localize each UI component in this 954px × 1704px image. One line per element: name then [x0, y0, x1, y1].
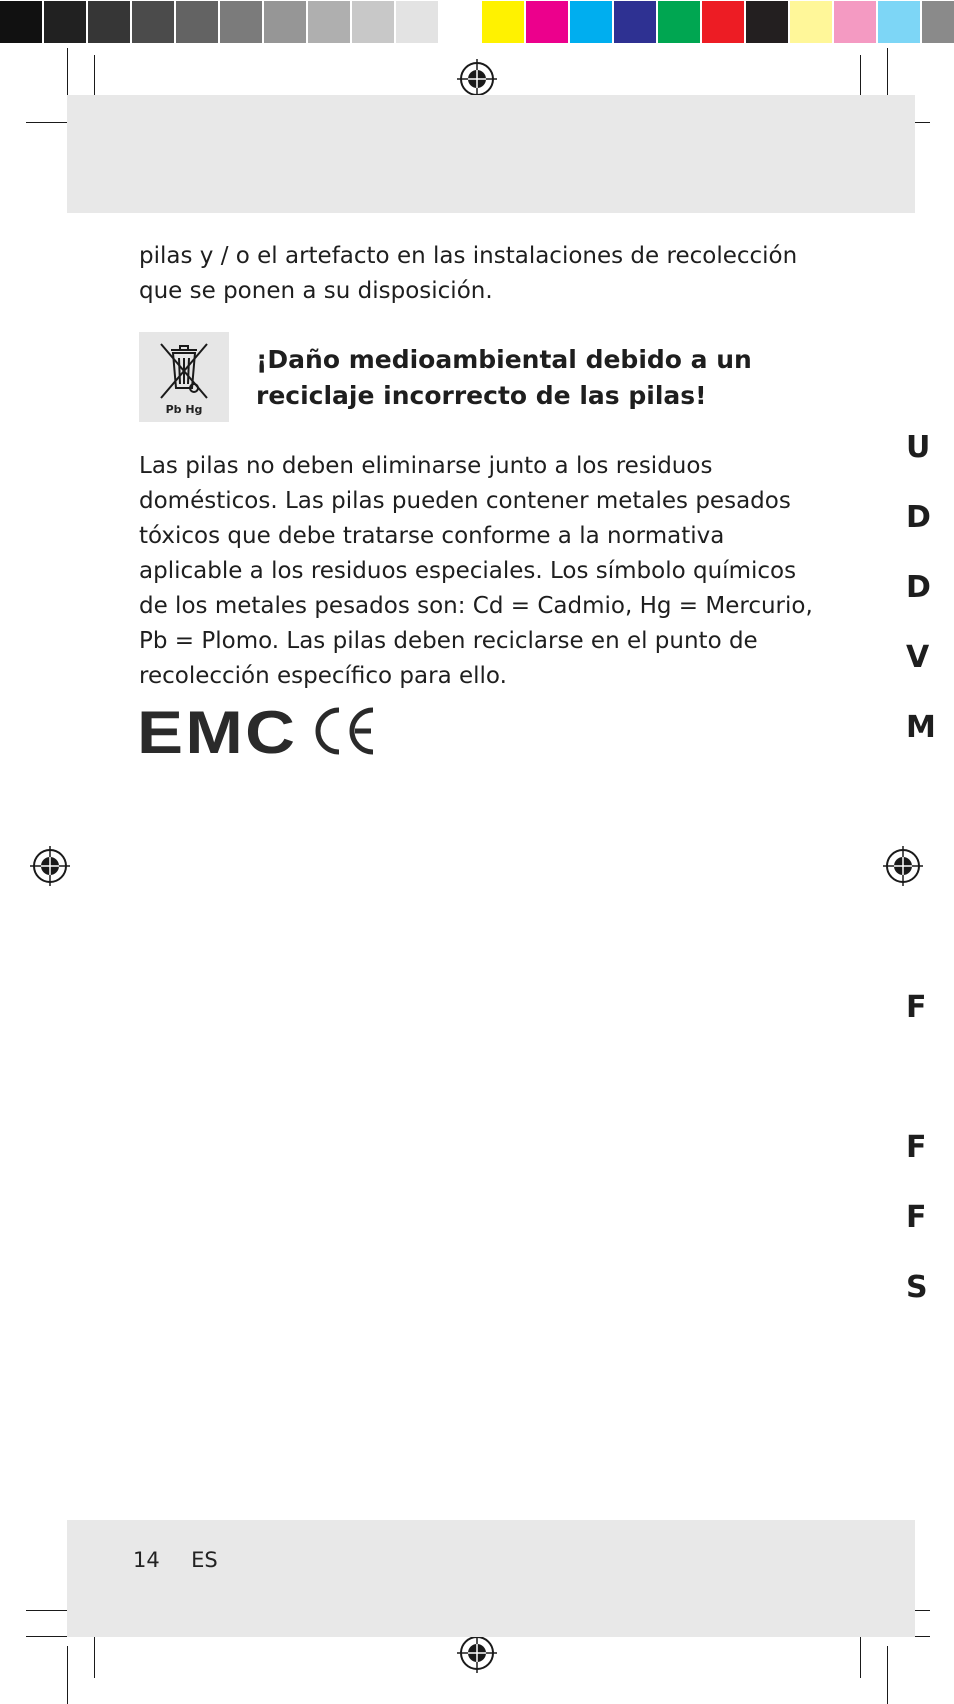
color-swatch	[0, 1, 42, 43]
emc-mark: EMC	[137, 699, 298, 766]
battery-disposal-symbol	[139, 332, 229, 422]
crop-mark	[887, 1646, 888, 1704]
edge-letter: M	[906, 710, 936, 745]
process-color-bar	[482, 0, 954, 46]
color-swatch	[308, 1, 350, 43]
color-swatch	[88, 1, 130, 43]
edge-letter: F	[906, 1130, 927, 1165]
edge-letter: V	[906, 640, 930, 675]
heavy-metals-label: Pb Hg	[165, 403, 203, 416]
color-swatch	[570, 1, 612, 43]
color-swatch	[746, 1, 788, 43]
color-swatch	[878, 1, 920, 43]
edge-letter: F	[906, 990, 927, 1025]
color-swatch	[264, 1, 306, 43]
grayscale-color-bar	[0, 0, 484, 46]
color-swatch	[44, 1, 86, 43]
crop-mark	[67, 1646, 68, 1704]
intro-paragraph: pilas y / o el artefacto en las instalaciones de recolección que se ponen a su disposición.	[139, 243, 798, 304]
color-swatch	[834, 1, 876, 43]
warning-title: ¡Daño medioambiental debido a un reciclaje incorrecto de las pilas!	[256, 345, 752, 410]
color-swatch	[482, 1, 524, 43]
page-footer	[133, 1545, 218, 1575]
color-swatch	[176, 1, 218, 43]
ce-mark-icon	[311, 706, 377, 756]
crossed-out-wheelie-bin-icon	[151, 336, 217, 402]
language-code: ES	[191, 1548, 218, 1572]
color-swatch	[526, 1, 568, 43]
color-swatch	[396, 1, 438, 43]
color-swatch	[790, 1, 832, 43]
edge-letter: F	[906, 1200, 927, 1235]
registration-mark-icon	[457, 1633, 497, 1673]
footer-band	[67, 1520, 915, 1637]
page-number: 14	[133, 1548, 160, 1572]
color-swatch	[352, 1, 394, 43]
color-swatch	[220, 1, 262, 43]
color-swatch	[658, 1, 700, 43]
color-swatch	[702, 1, 744, 43]
color-swatch	[922, 1, 954, 43]
color-swatch	[132, 1, 174, 43]
registration-mark-icon	[457, 59, 497, 99]
color-swatch	[440, 1, 482, 43]
color-swatch	[614, 1, 656, 43]
header-band	[67, 95, 915, 213]
edge-letter: D	[906, 500, 931, 535]
edge-letter: S	[906, 1270, 928, 1305]
registration-mark-icon	[883, 846, 923, 886]
registration-mark-icon	[30, 846, 70, 886]
edge-letter: U	[906, 430, 931, 465]
edge-letter: D	[906, 570, 931, 605]
battery-disposal-paragraph: Las pilas no deben eliminarse junto a los residuos domésticos. Las pilas pueden contener metales pesados tóxicos que debe tratarse conforme a la normativa aplicable a los residuos especiales. Los símbolo químicos de los metales pesados son: Cd = Cadmio, Hg = Mercurio, Pb = Plomo. Las pilas deben reciclarse en el punto de recolección específico para ello.	[139, 453, 813, 689]
